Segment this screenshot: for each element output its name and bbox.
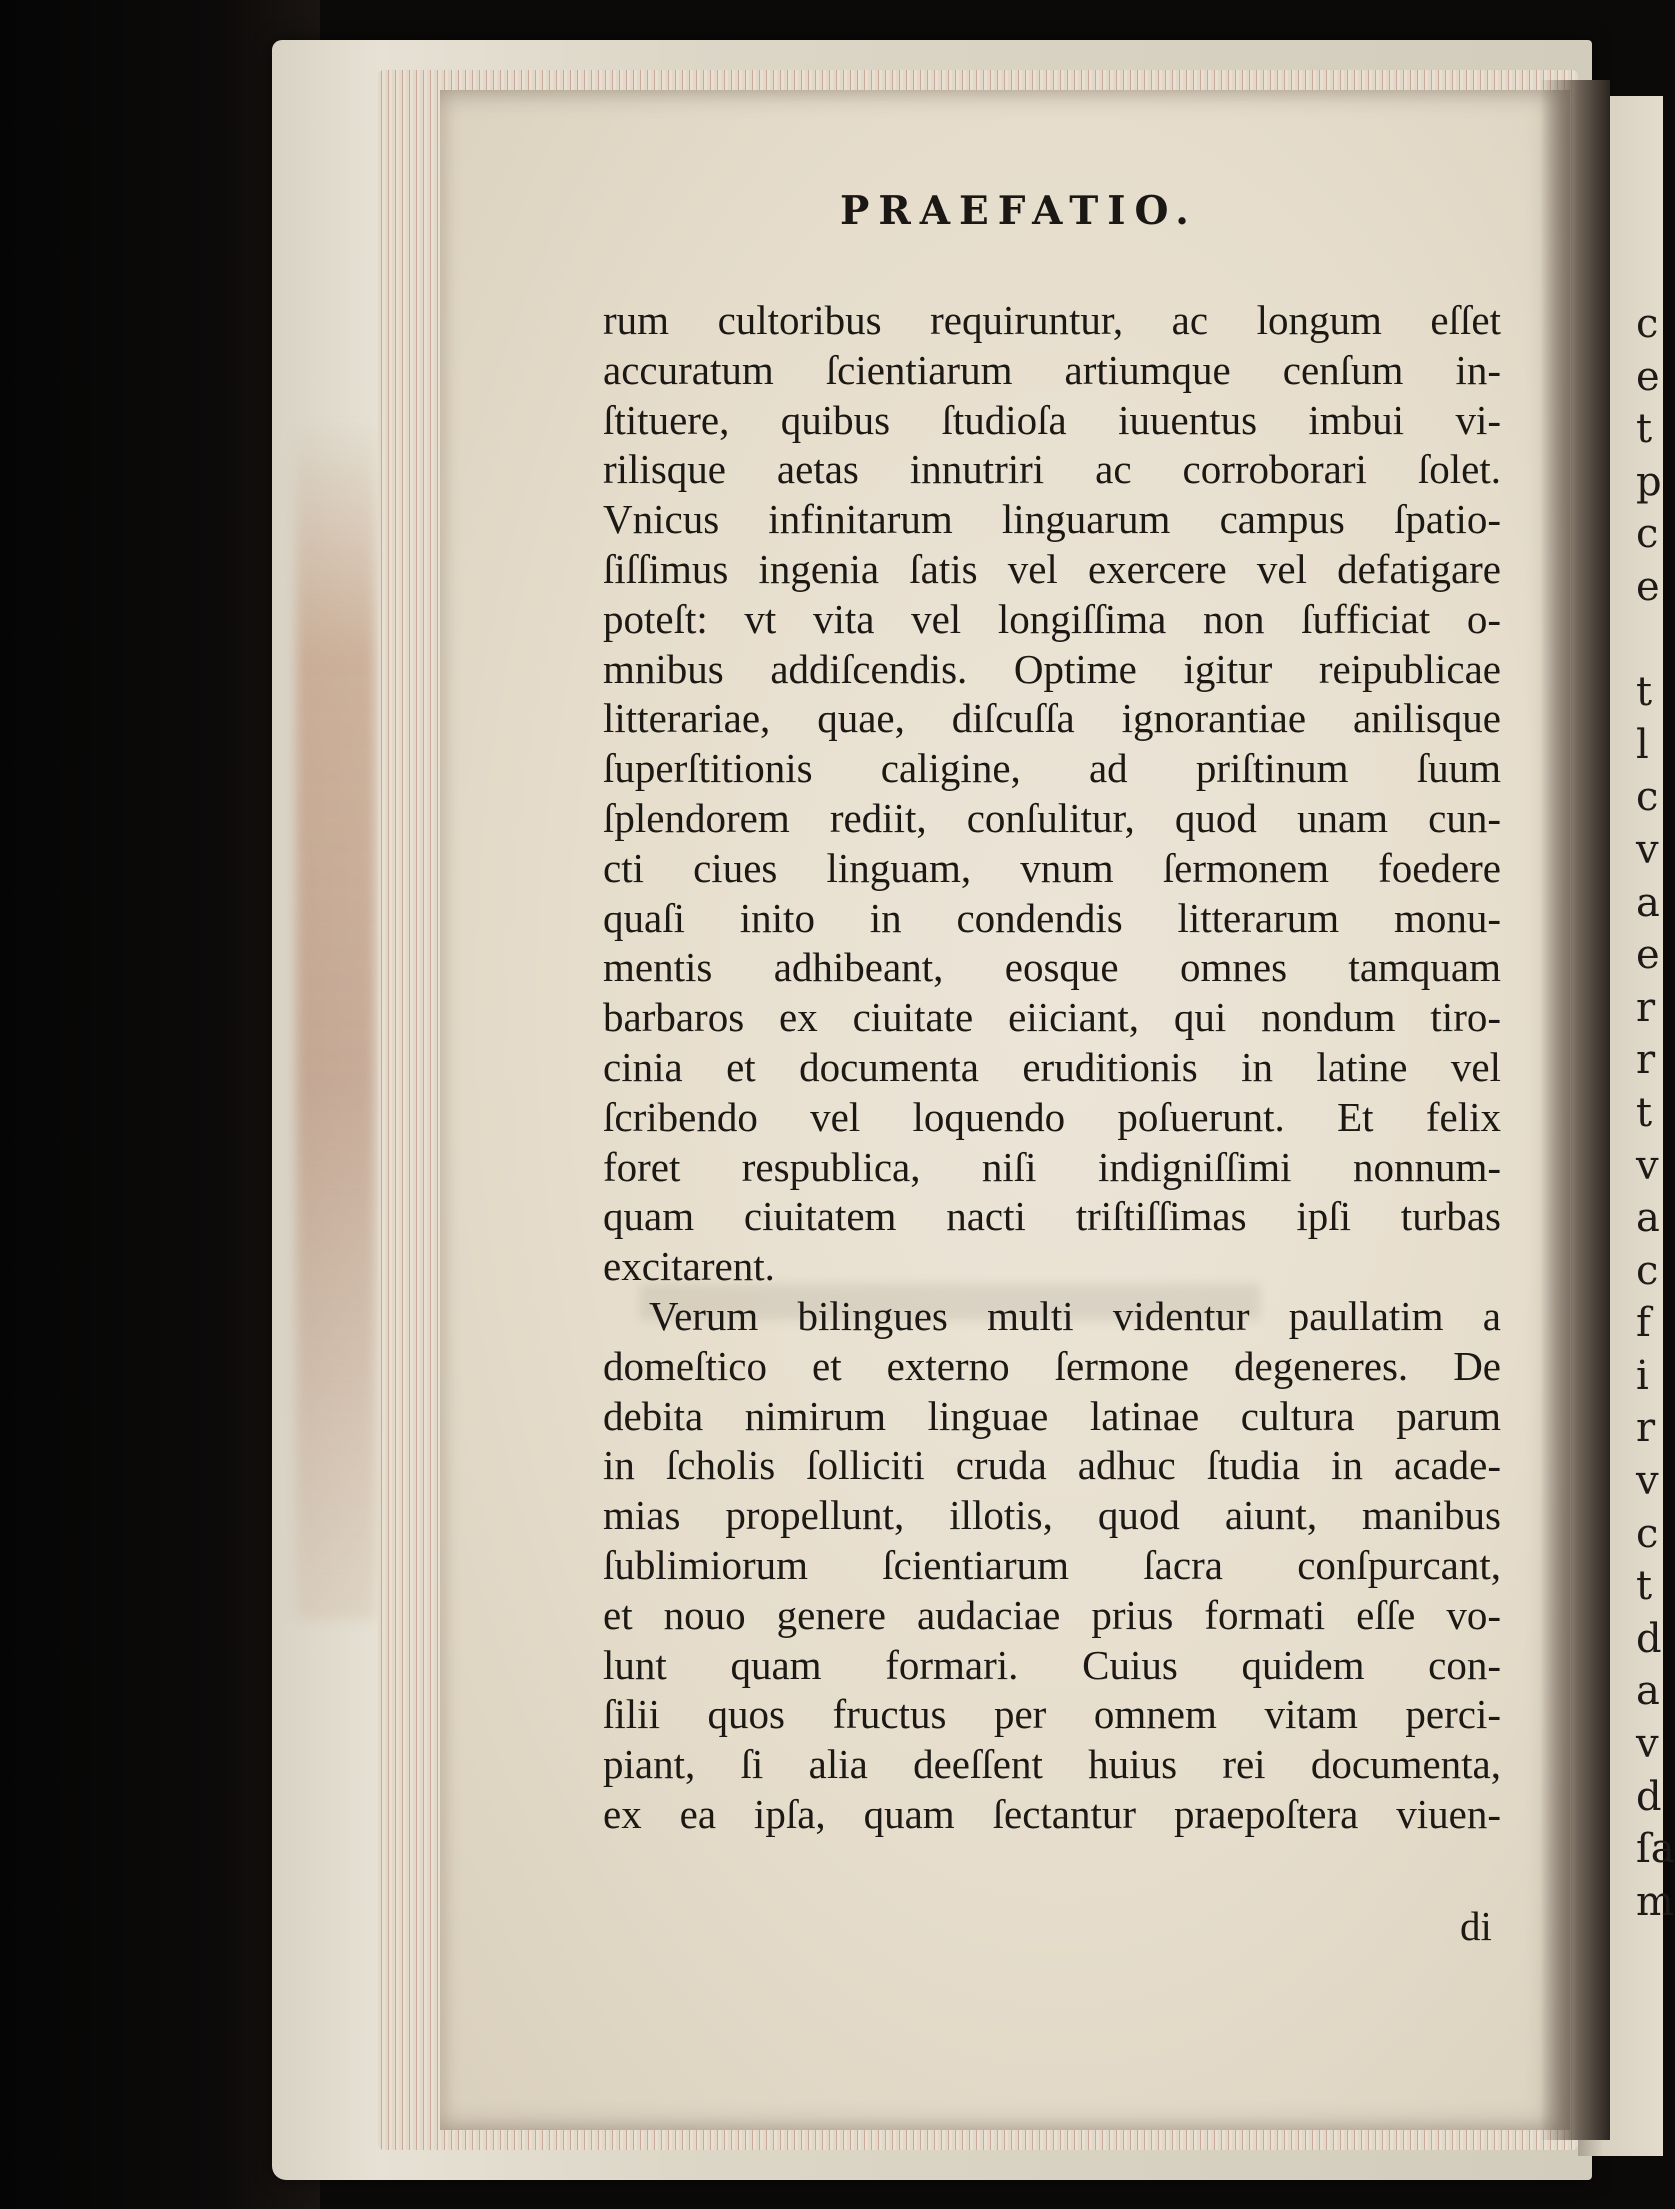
text-line: ſuperſtitionis caligine, ad priſtinum ſuum	[603, 745, 1501, 792]
facing-page-letter: t	[1636, 1089, 1653, 1136]
text-line: mentis adhibeant, eosque omnes tamquam	[603, 944, 1501, 991]
facing-page-letter: v	[1636, 1721, 1659, 1768]
text-line: mnibus addiſcendis. Optime igitur reipublicae	[603, 645, 1501, 692]
facing-page-letter: e	[1636, 563, 1660, 610]
facing-page-letter: c	[1636, 1510, 1659, 1557]
text-line: Verum bilingues multi videntur paullatim a	[649, 1292, 1501, 1339]
facing-page-letter: e	[1636, 932, 1660, 979]
catchword: di	[1460, 1903, 1492, 1949]
text-line: quaſi inito in condendis litterarum monu-	[603, 894, 1501, 941]
text-line: et nouo genere audaciae prius formati eſſe vo-	[603, 1591, 1501, 1638]
facing-page-letter: m	[1636, 1878, 1674, 1925]
facing-page-letter: a	[1636, 879, 1660, 926]
facing-page-letter: r	[1636, 984, 1656, 1031]
facing-page-letter: c	[1636, 301, 1659, 347]
facing-page-letter: t	[1636, 669, 1653, 716]
facing-page-letter: ſa	[1636, 1826, 1675, 1873]
text-line: lunt quam formari. Cuius quidem con-	[603, 1641, 1501, 1688]
text-line: piant, ſi alia deeſſent huius rei documenta,	[603, 1741, 1501, 1788]
text-line: ſplendorem rediit, conſulitur, quod unam cun-	[603, 794, 1501, 841]
text-line: ſublimiorum ſcientiarum ſacra conſpurcant,	[603, 1541, 1501, 1588]
facing-page-letter: d	[1636, 1615, 1662, 1662]
facing-page-letter: i	[1636, 1352, 1649, 1399]
cover-stain	[296, 420, 376, 1620]
text-line: debita nimirum linguae latinae cultura parum	[603, 1392, 1501, 1439]
facing-page-letter: v	[1636, 1142, 1659, 1189]
facing-page-letter: t	[1636, 1563, 1653, 1610]
text-line: rum cultoribus requiruntur, ac longum eſſet	[603, 297, 1501, 343]
facing-page-letter: a	[1636, 1668, 1660, 1715]
facing-page-letter: v	[1636, 826, 1659, 873]
text-line: rilisque aetas innutriri ac corroborari ſolet.	[603, 446, 1501, 493]
facing-page-letter	[1636, 614, 1663, 667]
text-line: barbaros ex ciuitate eiiciant, qui nondum tiro-	[603, 994, 1501, 1041]
text-line: Vnicus infinitarum linguarum campus ſpatio-	[603, 496, 1501, 543]
text-line: mias propellunt, illotis, quod aiunt, manibus	[603, 1492, 1501, 1539]
text-line: excitarent.	[603, 1243, 775, 1290]
facing-page-letter: c	[1636, 1247, 1659, 1294]
facing-page-letter: r	[1636, 1037, 1656, 1084]
text-line: ſiſſimus ingenia ſatis vel exercere vel defatigare	[603, 545, 1501, 592]
text-line: ſilii quos fructus per omnem vitam perci-	[603, 1691, 1501, 1738]
text-line: foret respublica, niſi indigniſſimi nonnum-	[603, 1143, 1501, 1190]
text-line: cti ciues linguam, vnum ſermonem foedere	[603, 844, 1501, 891]
facing-page-letter: c	[1636, 774, 1659, 821]
text-line: in ſcholis ſolliciti cruda adhuc ſtudia in acade-	[603, 1442, 1501, 1489]
facing-page-letter: e	[1636, 353, 1660, 400]
body-text	[603, 296, 1501, 1840]
facing-page-letter: r	[1636, 1405, 1656, 1452]
facing-page-letter: f	[1636, 1300, 1651, 1347]
text-line: quam ciuitatem nacti triſtiſſimas ipſi turbas	[603, 1193, 1501, 1240]
text-line: cinia et documenta eruditionis in latine vel	[603, 1043, 1501, 1090]
text-line: litterariae, quae, diſcuſſa ignorantiae anilisque	[603, 695, 1501, 742]
page-gutter-shadow	[1540, 80, 1610, 2140]
facing-page-letter: c	[1636, 511, 1659, 558]
text-line: accuratum ſcientiarum artiumque cenſum in-	[603, 346, 1501, 393]
running-head: PRAEFATIO.	[840, 188, 1198, 234]
text-line: domeſtico et externo ſermone degeneres. De	[603, 1342, 1501, 1389]
facing-page-letter: d	[1636, 1773, 1662, 1820]
facing-page-letter: t	[1636, 406, 1653, 453]
text-line: ſcribendo vel loquendo poſuerunt. Et felix	[603, 1093, 1501, 1140]
facing-page-letter: v	[1636, 1458, 1659, 1505]
text-line: poteſt: vt vita vel longiſſima non ſufficiat o-	[603, 595, 1501, 642]
text-line: ex ea ipſa, quam ſectantur praepoſtera viuen-	[603, 1790, 1501, 1837]
facing-page-text	[1636, 298, 1675, 1928]
facing-page-letter: l	[1636, 721, 1649, 768]
facing-page-letter: p	[1636, 458, 1662, 505]
facing-page-letter: a	[1636, 1195, 1660, 1242]
text-line: ſtituere, quibus ſtudioſa iuuentus imbui vi-	[603, 396, 1501, 443]
